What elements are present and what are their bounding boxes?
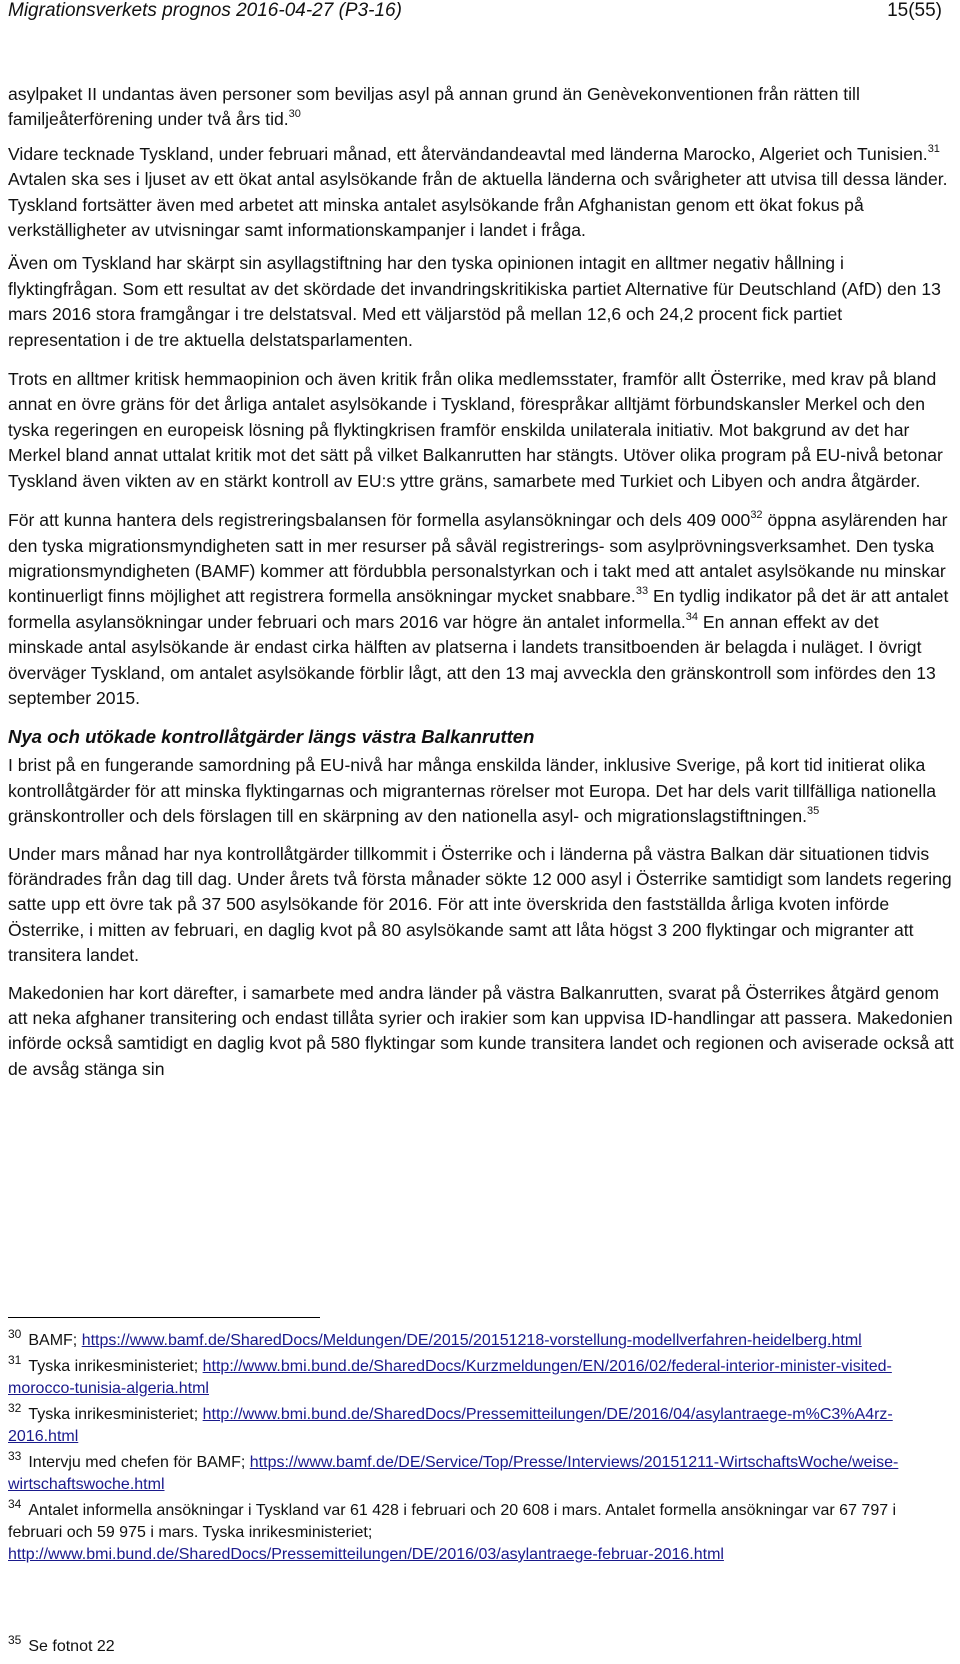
- paragraph-samordning: I brist på en fungerande samordning på EU-nivå har många enskilda länder, inklusive Sverige, på kort tid initierat olika kontrollåtgärder för att minska flyktingarnas och migranternas rörelser mot Europa. Det har dels varit tillfälliga nationella gränskontroller och dels förslagen till en skärpning av den nationella asyl- och migrationslagstiftningen.$^{35}$: [8, 755, 937, 827]
- page-number: 15(55): [887, 0, 942, 21]
- paragraph-osterrike: Under mars månad har nya kontrollåtgärder tillkommit i Österrike och i länderna på västra Balkan där situationen tidvis förändrades från dag till dag. Under årets två första månader sökte 12 000 asyl i Österrike samtidigt som landets regering satte upp ett övre tak på 37 500 asylsökande för 2016. För att inte överskrida den fastställda årliga kvoten införde Österrike, i mitten av februari, en daglig kvot på 80 asylsökande samt att låta högst 3 200 flyktingar och migranter att transitera landet.: [8, 843, 952, 966]
- footnote-30: $^{30}$ BAMF; https://www.bamf.de/SharedDocs/Meldungen/DE/2015/20151218-vorstellung-modellverfahren-heidelberg.html: [8, 1327, 862, 1349]
- document-title: Migrationsverkets prognos 2016-04-27 (P3-16): [8, 0, 402, 21]
- paragraph-bamf: För att kunna hantera dels registreringsbalansen för formella asylansökningar och dels 409 $000^{32}$ öppna asylärenden har den tyska migrationsmyndigheten satt in mer resurser på såväl registrerings- som asylprövningsverksamhet. Den tyska migrationsmyndigheten (BAMF) kommer att fördubbla personalstyrkan och i takt med att antalet asylsökande nu minskar kontinuerligt finns möjlighet att registrera formella ansökningar mycket snabbare.$^{33}$ En tydlig indikator på det är att antalet formella asylansökningar under februari och mars 2016 var högre än antalet informella.$^{34}$ En annan effekt av det minskade antal asylsökande är endast cirka hälften av platserna i landets transitboenden är belagda i nuläget. I övrigt överväger Tyskland, om antalet asylsökande förblir lågt, att den 13 maj avveckla den gränskontroll som infördes den 13 september 2015.: [8, 509, 949, 708]
- footnote-ref-30[interactable]: 30: [288, 108, 301, 121]
- paragraph-opinion: Även om Tyskland har skärpt sin asyllagstiftning har den tyska opinionen intagit en alltmer negativ hållning i flyktingfrågan. Som ett resultat av det skördade det invandringskritikiska partiet Alternative für Deutschland (AfD) den 13 mars 2016 stora framgångar i tre delstatsval. Med ett väljarstöd på mellan 12,6 och 24,2 procent fick partiet representation i de tre aktuella delstatsparlamenten.: [8, 253, 941, 350]
- footnote-link[interactable]: https://www.bamf.de/DE/Service/Top/Presse/Interviews/20151211-WirtschaftsWoche/weise-wirtschaftswoche.html: [8, 1454, 899, 1493]
- footnote-separator: [8, 1317, 320, 1318]
- footnote-34: $^{34}$ Antalet informella ansökningar i Tyskland var 61 428 i februari och 20 608 i mars. Antalet formella ansökningar var 67 797 i februari och 59 975 i mars. Tyska inrikesministeriet; http://www.bmi.bund.de/SharedDocs/Pressemitteilungen/DE/2016/03/asylantraege-februar-2016.html: [8, 1497, 897, 1563]
- footnote-ref-31[interactable]: 31: [927, 142, 940, 155]
- footnote-link[interactable]: http://www.bmi.bund.de/SharedDocs/Pressemitteilungen/DE/2016/03/asylantraege-februar-2016.html: [8, 1546, 724, 1563]
- footnote-ref-33[interactable]: 33: [635, 585, 649, 598]
- footnote-ref-34[interactable]: 34: [685, 610, 698, 623]
- footnote-33: $^{33}$ Intervju med chefen för BAMF; https://www.bamf.de/DE/Service/Top/Presse/Interviews/20151211-WirtschaftsWoche/weise-wirtschaftswoche.html: [8, 1449, 899, 1493]
- footnote-link[interactable]: http://www.bmi.bund.de/SharedDocs/Kurzmeldungen/EN/2016/02/federal-interior-minister-visited-morocco-tunisia-algeria.html: [8, 1358, 892, 1397]
- paragraph-makedonien: Makedonien har kort därefter, i samarbete med andra länder på västra Balkanrutten, svarat på Österrikes åtgärd genom att neka afghaner transitering och endast tillåta syrier och irakier som kan uppvisa ID-handlingar att passera. Makedonien införde också samtidigt en daglig kvot på 580 flyktingar som kunde transitera landet och regionen och aviserade också att de avsåg stänga sin: [8, 982, 954, 1079]
- page-header: [8, 0, 942, 28]
- footnote-32: $^{32}$ Tyska inrikesministeriet; http://www.bmi.bund.de/SharedDocs/Pressemitteilungen/DE/2016/04/asylantraege-m%C3%A4rz-2016.html: [8, 1401, 893, 1445]
- footnote-link[interactable]: https://www.bamf.de/SharedDocs/Meldungen/DE/2015/20151218-vorstellung-modellverfahren-heidelberg.html: [81, 1332, 862, 1349]
- footnote-35: $^{35}$ Se fotnot 22: [8, 1633, 115, 1655]
- footnote-ref-35[interactable]: 35: [807, 805, 820, 818]
- footnotes: [8, 1327, 954, 1655]
- document-body: [8, 82, 954, 1091]
- footnote-link[interactable]: http://www.bmi.bund.de/SharedDocs/Pressemitteilungen/DE/2016/04/asylantraege-m%C3%A4rz-2016.html: [8, 1406, 893, 1445]
- paragraph-asylpaket: asylpaket II undantas även personer som beviljas asyl på annan grund än Genèvekonventionen från rätten till familjeåterförening under två års tid.$^{30}$: [8, 84, 860, 130]
- footnote-ref-32[interactable]: 32: [750, 509, 763, 522]
- paragraph-aterv: Vidare tecknade Tyskland, under februari månad, ett återvändandeavtal med länderna Marocko, Algeriet och Tunisien.$^{31}$ Avtalen ska ses i ljuset av ett ökat antal asylsökande från de aktuella länderna och svårigheter att utvisa till dessa länder. Tyskland fortsätter även med arbetet att minska antalet asylsökande från Afghanistan genom ett ökat fokus på verkställigheter av utvisningar samt informationskampanjer i landet i fråga.: [8, 142, 948, 241]
- section-heading: Nya och utökade kontrollåtgärder längs västra Balkanrutten: [8, 726, 535, 748]
- paragraph-merkel: Trots en alltmer kritisk hemmaopinion och även kritik från olika medlemsstater, framför allt Österrike, med krav på bland annat en övre gräns för det årliga antalet asylsökande i Tyskland, förespråkar alltjämt förbundskansler Merkel och den tyska regeringen en europeisk lösning på flyktingkrisen framför enskilda unilaterala initiativ. Mot bakgrund av det har Merkel bland annat uttalat kritik mot det sätt på vilket Balkanrutten har stängts. Utöver olika program på EU-nivå betonar Tyskland även vikten av en stärkt kontroll av EU:s yttre gräns, samarbete med Turkiet och Libyen och andra åtgärder.: [8, 369, 943, 491]
- footnote-31: $^{31}$ Tyska inrikesministeriet; http://www.bmi.bund.de/SharedDocs/Kurzmeldungen/EN/2016/02/federal-interior-minister-visited-morocco-tunisia-algeria.html: [8, 1353, 892, 1397]
